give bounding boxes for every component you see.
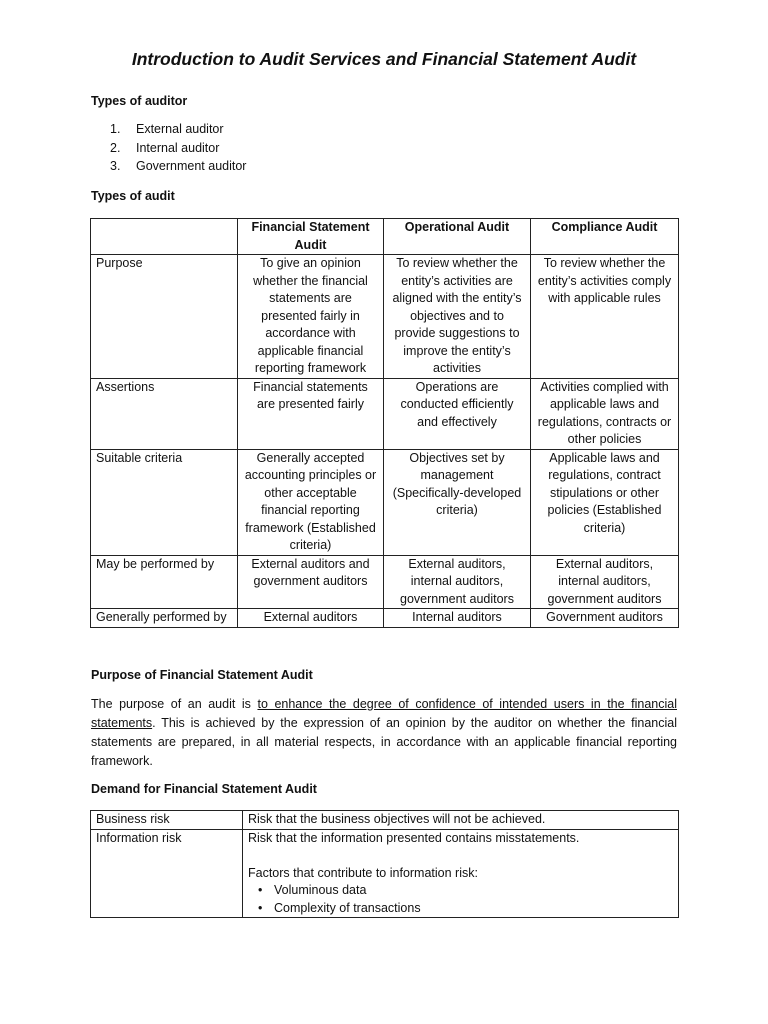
table-header-cell: Operational Audit	[384, 219, 531, 255]
purpose-paragraph	[91, 695, 677, 771]
table-header-cell	[91, 219, 238, 255]
paragraph-text: . This is achieved by the expression of an opinion by the auditor on whether the financial statements are prepared, in all material respects, in accordance with an applicable financial reporting framework.	[91, 716, 677, 768]
table-cell: External auditors, internal auditors, government auditors	[531, 555, 679, 609]
row-label: May be performed by	[91, 555, 238, 609]
table-cell: To review whether the entity’s activities are aligned with the entity’s objectives and to provide suggestions to improve the entity’s activities	[384, 255, 531, 379]
list-item: 3. Government auditor	[110, 159, 247, 174]
table-cell: Applicable laws and regulations, contract stipulations or other policies (Established criteria)	[531, 449, 679, 555]
row-label: Information risk	[91, 829, 243, 918]
table-cell: To give an opinion whether the financial statements are presented fairly in accordance with applicable financial reporting framework	[238, 255, 384, 379]
table-row	[91, 555, 679, 609]
table-header-cell: Compliance Audit	[531, 219, 679, 255]
auditor-types-list	[110, 121, 246, 177]
row-label: Purpose	[91, 255, 238, 379]
table-cell: Financial statements are presented fairly	[238, 378, 384, 449]
table-cell: Objectives set by management (Specifically-developed criteria)	[384, 449, 531, 555]
purpose-heading: Purpose of Financial Statement Audit	[91, 668, 313, 682]
list-item: 1. External auditor	[110, 122, 224, 136]
list-item: 2. Internal auditor	[110, 140, 220, 155]
table-cell: Internal auditors	[384, 609, 531, 628]
demand-heading: Demand for Financial Statement Audit	[91, 782, 317, 796]
paragraph-text: The purpose of an audit is	[91, 697, 258, 711]
table-cell: External auditors	[238, 609, 384, 628]
table-cell: External auditors, internal auditors, government auditors	[384, 555, 531, 609]
row-label: Assertions	[91, 378, 238, 449]
factors-intro: Factors that contribute to information risk:	[248, 865, 478, 880]
table-cell: Operations are conducted efficiently and effectively	[384, 378, 531, 449]
audit-types-table	[90, 218, 679, 628]
table-row	[91, 609, 679, 628]
risk-definition: Risk that the information presented contains misstatements.	[248, 830, 580, 845]
table-row	[91, 255, 679, 379]
table-cell: Government auditors	[531, 609, 679, 628]
table-row	[91, 378, 679, 449]
row-label: Generally performed by	[91, 609, 238, 628]
document-title: Introduction to Audit Services and Financial Statement Audit	[131, 49, 637, 69]
table-cell: Risk that the business objectives will not be achieved.	[243, 811, 679, 830]
auditor-types-heading: Types of auditor	[91, 94, 188, 108]
table-row	[91, 829, 679, 918]
table-header-row	[91, 219, 679, 255]
list-item: • Complexity of transactions	[248, 900, 673, 918]
table-header-cell: Financial Statement Audit	[238, 219, 384, 255]
risk-table	[90, 810, 679, 918]
list-item: • Voluminous data	[248, 882, 673, 900]
table-cell: Generally accepted accounting principles or other acceptable financial reporting framework (Established criteria)	[238, 449, 384, 555]
row-label: Business risk	[91, 811, 243, 830]
table-cell: External auditors and government auditors	[238, 555, 384, 609]
audit-types-heading: Types of audit	[91, 189, 175, 203]
factors-list	[248, 882, 673, 917]
table-cell: To review whether the entity’s activities comply with applicable rules	[531, 255, 679, 379]
table-row	[91, 811, 679, 830]
underlined-text: to enhance the degree of confidence of intended users in the financial statements	[91, 697, 677, 730]
row-label: Suitable criteria	[91, 449, 238, 555]
table-cell	[243, 829, 679, 918]
table-row	[91, 449, 679, 555]
table-cell: Activities complied with applicable laws and regulations, contracts or other policies	[531, 378, 679, 449]
